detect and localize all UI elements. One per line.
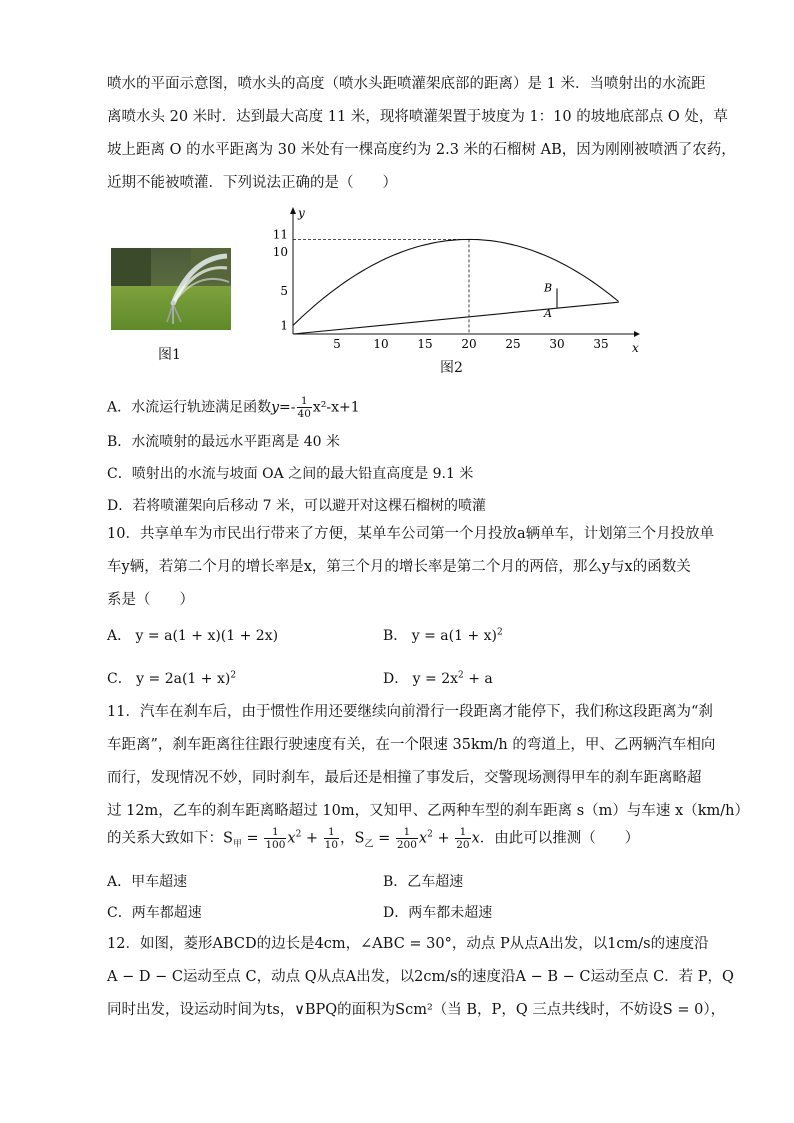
stem-line: 过 12m，乙车的刹车距离略超过 10m，又知甲、乙两种车型的刹车距离 s（m）与车速 x（km/h） [107, 803, 749, 819]
figure-1-caption: 图1 [158, 347, 181, 363]
option-text: A．水流运行轨迹满足函数 [107, 399, 272, 416]
stem-line: 同时出发，设运动时间为ts，∨BPQ的面积为Scm²（当 B，P，Q 三点共线时，不妨设S = 0）， [107, 1002, 726, 1018]
stem-line: 喷水的平面示意图，喷水头的高度（喷水头距喷灌架底部的距离）是 1 米．当喷射出的水流距 [107, 76, 706, 92]
figure-2-caption: 图2 [440, 360, 463, 376]
water-trajectory-curve [293, 239, 619, 325]
point-b-label: B [544, 281, 553, 295]
q10-option-a[interactable]: A． y = a(1 + x)(1 + 2x) [107, 628, 279, 644]
y-tick-label: 5 [280, 284, 288, 298]
q11-option-d[interactable]: D．两车都未超速 [383, 905, 493, 921]
q9-option-c[interactable]: C．喷射出的水流与坡面 OA 之间的最大铅直高度是 9.1 米 [107, 466, 474, 482]
slope-line [293, 302, 619, 334]
question-11-stem [107, 696, 749, 828]
x-tick-label: 15 [417, 337, 433, 351]
stem-line: 11．汽车在刹车后，由于惯性作用还要继续向前滑行一段距离才能停下，我们称这段距离为“刹 [107, 704, 713, 720]
stem-line: 车y辆，若第二个月的增长率是x，第三个月的增长率是第二个月的两倍，那么y与x的函数关 [107, 559, 691, 575]
stem-line: 而行，发现情况不妙，同时刹车，最后还是相撞了事发后，交警现场测得甲车的刹车距离略超 [107, 770, 702, 786]
sprinkler-photo [111, 248, 231, 330]
x-tick-label: 5 [333, 337, 341, 351]
q11-formula-line: 的关系大致如下：$S_甲$ = $\frac{1}{100}$ $x^2$ + $\frac{1}{10}$ ，$S_乙$ = $\frac{1}{200}$ $x^2$ + $\frac{1}{20}$ x．由此可以推测（ ） [107, 826, 640, 851]
option-tail: x²-x+1 [312, 399, 360, 416]
x-axis-label: x [632, 341, 639, 355]
x-tick-label: 25 [505, 337, 521, 351]
stem-line: A − D − C运动至点 C，动点 Q从点A出发，以2cm/s的速度沿A − B − C运动至点 C．若 P，Q [107, 969, 734, 985]
point-a-label: A [544, 307, 552, 321]
equals-minus: =- [279, 399, 296, 416]
q11-option-c[interactable]: C．两车都超速 [107, 905, 202, 921]
stem-line: 离喷水头 20 米时．达到最大高度 11 米，现将喷灌架置于坡度为 1：10 的坡地底部点 O 处，草 [107, 109, 728, 125]
stem-line: 坡上距离 O 的水平距离为 30 米处有一棵高度约为 2.3 米的石榴树 AB，因为刚刚被喷洒了农药， [107, 142, 736, 158]
var-y: y [271, 399, 280, 416]
q10-option-c[interactable]: C． $y = 2a(1 + x)^2$ [107, 670, 237, 687]
x-axis-arrow [634, 331, 640, 337]
q10-option-d[interactable]: D． $y = 2x^2 + a$ [383, 670, 493, 687]
fraction: $\frac{1}{40}$ [297, 395, 311, 420]
x-tick-label: 20 [461, 337, 477, 351]
stem-line: 车距离”，刹车距离往往跟行驶速度有关，在一个限速 35km/h 的弯道上，甲、乙两辆汽车相向 [107, 737, 716, 753]
x-tick-label: 10 [373, 337, 389, 351]
y-axis-arrow [290, 207, 296, 214]
stem-line: 近期不能被喷灌．下列说法正确的是（ ） [107, 175, 397, 191]
y-tick-label: 10 [272, 245, 288, 259]
question-10-stem [107, 518, 715, 617]
stem-line: 系是（ ） [107, 592, 194, 608]
figure-2-chart [272, 200, 656, 360]
q11-option-b[interactable]: B．乙车超速 [383, 874, 464, 890]
y-axis-label: y [298, 206, 305, 220]
q9-option-a[interactable] [107, 395, 360, 420]
q10-option-b[interactable]: B． $y = a(1 + x)^2$ [383, 627, 503, 644]
x-tick-label: 35 [593, 337, 609, 351]
question-12-stem [107, 928, 734, 1027]
q9-option-b[interactable]: B．水流喷射的最远水平距离是 40 米 [107, 434, 341, 450]
q9-option-d[interactable]: D．若将喷灌架向后移动 7 米，可以避开对这棵石榴树的喷灌 [107, 498, 487, 514]
question-9-stem [107, 68, 736, 200]
x-tick-label: 30 [549, 337, 565, 351]
y-tick-label: 1 [280, 318, 288, 333]
q11-option-a[interactable]: A．甲车超速 [107, 874, 188, 890]
stem-line: 10．共享单车为市民出行带来了方便，某单车公司第一个月投放a辆单车，计划第三个月投放单 [107, 526, 715, 542]
stem-line: 12．如图，菱形ABCD的边长是4cm，∠ABC = 30°，动点 P从点A出发，以1cm/s的速度沿 [107, 936, 709, 952]
y-tick-label: 11 [272, 227, 288, 242]
